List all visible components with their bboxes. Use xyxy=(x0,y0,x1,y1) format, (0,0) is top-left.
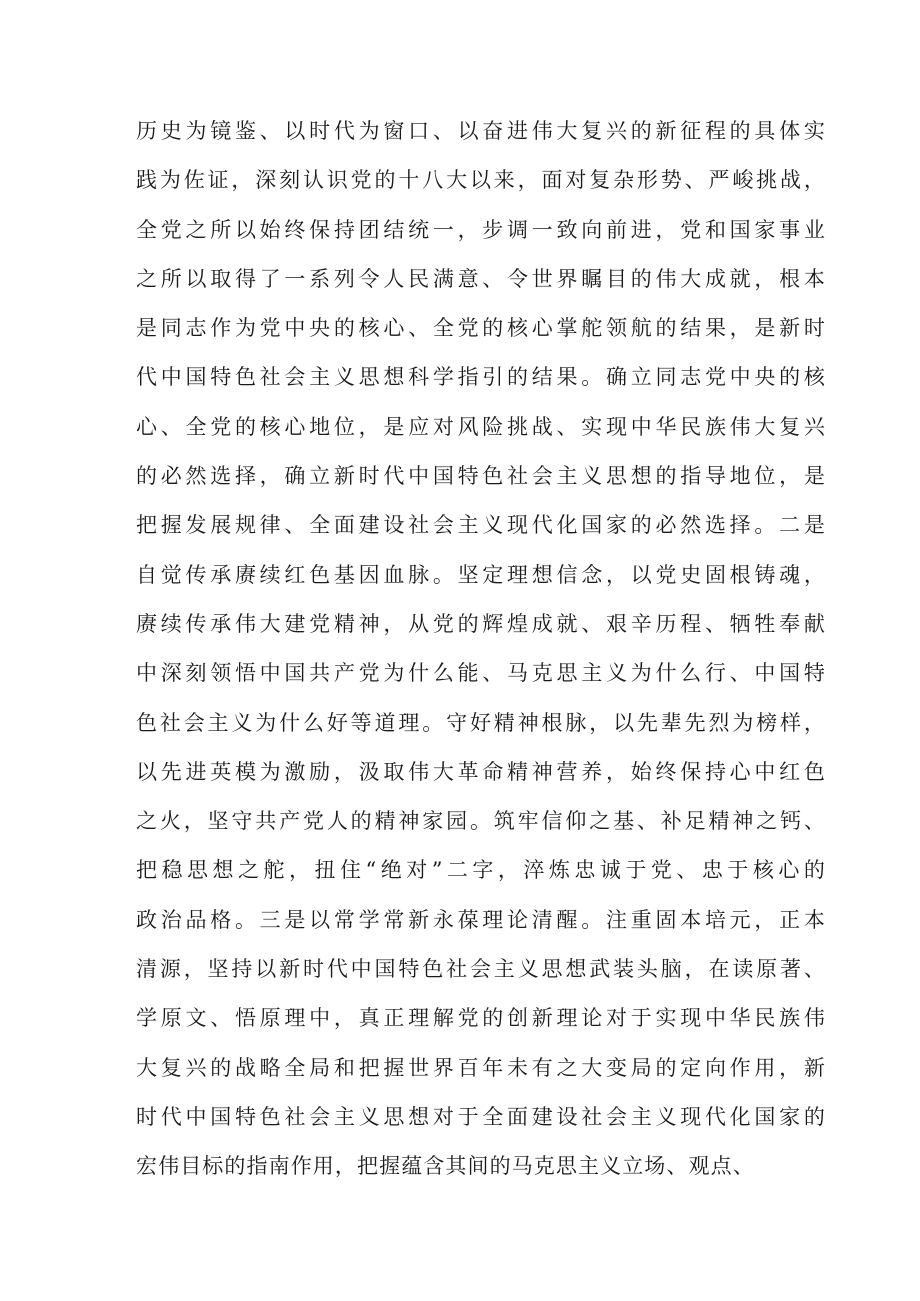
text-line: 宏伟目标的指南作用，把握蕴含其间的马克思主义立场、观点、 xyxy=(136,1154,755,1179)
text-line: 心、全党的核心地位，是应对风险挑战、实现中华民族伟大复兴 xyxy=(136,414,826,439)
text-line: 色社会主义为什么好等道理。守好精神根脉，以先辈先烈为榜样， xyxy=(136,710,826,735)
text-line: 的必然选择，确立新时代中国特色社会主义思想的指导地位，是 xyxy=(136,464,826,489)
text-line: 自觉传承赓续红色基因血脉。坚定理想信念，以党史固根铸魂， xyxy=(136,562,826,587)
text-line: 学原文、悟原理中，真正理解党的创新理论对于实现中华民族伟 xyxy=(136,1006,826,1031)
text-line: 中深刻领悟中国共产党为什么能、马克思主义为什么行、中国特 xyxy=(136,661,826,686)
text-line: 以先进英模为激励，汲取伟大革命精神营养，始终保持心中红色 xyxy=(136,759,826,784)
text-line: 全党之所以始终保持团结统一，步调一致向前进，党和国家事业 xyxy=(136,217,826,242)
text-line: 之所以取得了一系列令人民满意、令世界瞩目的伟大成就，根本 xyxy=(136,266,826,291)
text-line: 大复兴的战略全局和把握世界百年未有之大变局的定向作用，新 xyxy=(136,1055,826,1080)
text-line: 是同志作为党中央的核心、全党的核心掌舵领航的结果，是新时 xyxy=(136,316,826,341)
text-line: 政治品格。三是以常学常新永葆理论清醒。注重固本培元，正本 xyxy=(136,907,826,932)
body-text xyxy=(136,107,826,1192)
text-line: 把握发展规律、全面建设社会主义现代化国家的必然选择。二是 xyxy=(136,513,826,538)
text-line: 代中国特色社会主义思想科学指引的结果。确立同志党中央的核 xyxy=(136,365,826,390)
text-line: 把稳思想之舵，扭住“绝对”二字，淬炼忠诚于党、忠于核心的 xyxy=(136,858,826,883)
text-line: 时代中国特色社会主义思想对于全面建设社会主义现代化国家的 xyxy=(136,1104,826,1129)
text-line: 赓续传承伟大建党精神，从党的辉煌成就、艰辛历程、牺牲奉献 xyxy=(136,611,826,636)
text-line: 历史为镜鉴、以时代为窗口、以奋进伟大复兴的新征程的具体实 xyxy=(136,119,826,143)
text-line: 之火，坚守共产党人的精神家园。筑牢信仰之基、补足精神之钙、 xyxy=(136,809,826,834)
text-line: 践为佐证，深刻认识党的十八大以来，面对复杂形势、严峻挑战， xyxy=(136,168,826,193)
text-line: 清源，坚持以新时代中国特色社会主义思想武装头脑，在读原著、 xyxy=(136,957,826,982)
